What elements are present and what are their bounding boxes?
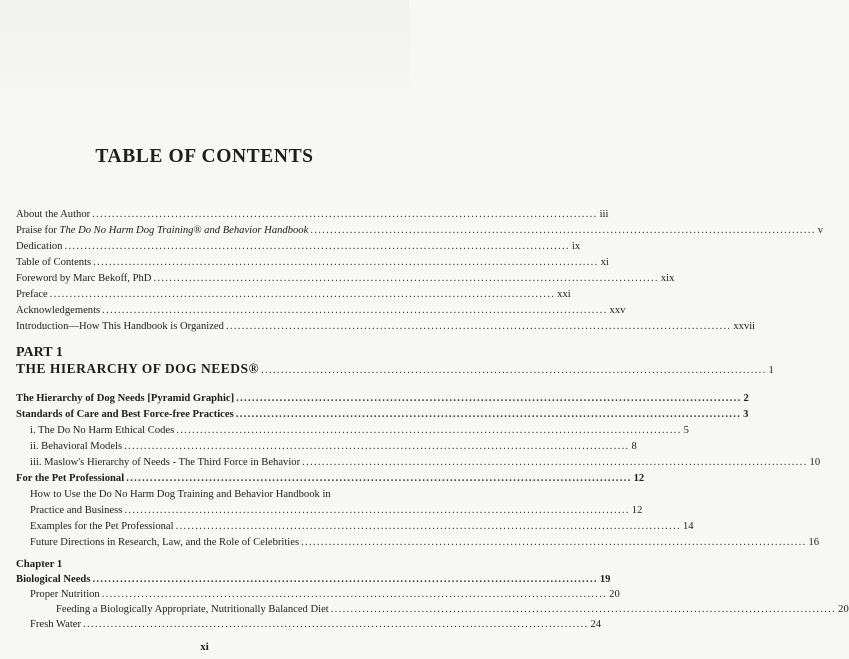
toc-entry-pet-professional: For the Pet Professional ................................................................................................................................ 12: [16, 473, 645, 484]
leader-dots: ................................................................................................................................: [153, 273, 659, 284]
leader-dots: ................................................................................................................................: [93, 257, 599, 268]
page-number: xxi: [557, 289, 571, 300]
page-number: 16: [808, 537, 820, 548]
toc-entry-about-author: About the Author ................................................................................................................................ iii: [16, 209, 609, 220]
leader-dots: ................................................................................................................................: [102, 305, 608, 316]
part-title-entry: [16, 361, 774, 378]
toc-entry-proper-nutrition: Proper Nutrition ................................................................................................................................ 20: [30, 589, 620, 600]
page-number: 20: [838, 604, 849, 615]
toc-entry-hierarchy-graphic: The Hierarchy of Dog Needs [Pyramid Graphic] ................................................................................................................................ 2: [16, 393, 749, 404]
part-title: THE HIERARCHY OF DOG NEEDS®: [16, 361, 260, 376]
toc-entry-table-of-contents: Table of Contents ................................................................................................................................ xi: [16, 257, 609, 268]
leader-dots: ................................................................................................................................: [302, 457, 808, 468]
book-title-italic: The Do No Harm Dog Training® and Behavior Handbook: [59, 225, 309, 236]
leader-dots: ................................................................................................................................: [235, 409, 742, 420]
toc-entry-praise: Praise for The Do No Harm Dog Training® and Behavior Handbook ................................................................................................................................ v: [16, 225, 824, 236]
leader-dots: ................................................................................................................................: [126, 473, 632, 484]
page-number: 10: [809, 457, 821, 468]
toc-entry-introduction: Introduction—How This Handbook is Organized ................................................................................................................................ xxvii: [16, 321, 756, 332]
toc-entry-feeding-diet: Feeding a Biologically Appropriate, Nutritionally Balanced Diet ................................................................................................................................ 20: [56, 604, 849, 615]
page-number: iii: [599, 209, 609, 220]
leader-dots: ................................................................................................................................: [225, 321, 732, 332]
page-number: 3: [743, 409, 749, 420]
leader-dots: ................................................................................................................................: [124, 441, 630, 452]
toc-entry-future-directions: Future Directions in Research, Law, and the Role of Celebrities ................................................................................................................................ 16: [30, 537, 820, 548]
leader-dots: ................................................................................................................................: [236, 393, 742, 404]
leader-dots: ................................................................................................................................: [261, 365, 767, 376]
toc-entry-ethical-codes: i. The Do No Harm Ethical Codes ................................................................................................................................ 5: [30, 425, 689, 436]
leader-dots: ................................................................................................................................: [124, 505, 630, 516]
leader-dots: ................................................................................................................................: [83, 619, 589, 630]
page-number: 8: [631, 441, 637, 452]
page-number: v: [817, 225, 824, 236]
chapter-number: Chapter 1: [16, 558, 63, 570]
toc-entry-behavioral-models: ii. Behavioral Models ................................................................................................................................ 8: [30, 441, 637, 452]
leader-dots: ................................................................................................................................: [49, 289, 556, 300]
page-number: 12: [631, 505, 643, 516]
page-number: xix: [660, 273, 675, 284]
toc-entry-fresh-water: Fresh Water ................................................................................................................................ 24: [30, 619, 602, 630]
leader-dots: ................................................................................................................................: [64, 241, 570, 252]
page-number: 24: [590, 619, 602, 630]
page-bleed-through: [0, 0, 409, 120]
page-number: 1: [768, 365, 774, 376]
page-number: 14: [682, 521, 694, 532]
leader-dots: ................................................................................................................................: [330, 604, 837, 615]
toc-entry-standards-of-care: Standards of Care and Best Force-free Practices ................................................................................................................................ 3: [16, 409, 749, 420]
toc-entry-acknowledgements: Acknowledgements ................................................................................................................................ xxv: [16, 305, 626, 316]
page-number: 19: [599, 574, 611, 585]
toc-entry-foreword: Foreword by Marc Bekoff, PhD ................................................................................................................................ xix: [16, 273, 675, 284]
toc-entry-preface: Preface ................................................................................................................................ xxi: [16, 289, 571, 300]
leader-dots: ................................................................................................................................: [175, 521, 681, 532]
page-number: 20: [609, 589, 620, 600]
page-number: xxv: [609, 305, 626, 316]
page-number: xxvii: [733, 321, 756, 332]
leader-dots: ................................................................................................................................: [301, 537, 807, 548]
toc-entry-biological-needs: Biological Needs ................................................................................................................................ 19: [16, 574, 611, 585]
page-title: TABLE OF CONTENTS: [95, 146, 314, 167]
folio-page-number: xi: [200, 641, 209, 653]
leader-dots: ................................................................................................................................: [92, 574, 598, 585]
page-number: xi: [600, 257, 609, 268]
leader-dots: ................................................................................................................................: [101, 589, 608, 600]
leader-dots: ................................................................................................................................: [310, 225, 816, 236]
toc-entry-maslow: iii. Maslow's Hierarchy of Needs - The Third Force in Behavior ................................................................................................................................ 10: [30, 457, 821, 468]
page-number: ix: [571, 241, 581, 252]
page-number: 5: [683, 425, 689, 436]
leader-dots: ................................................................................................................................: [92, 209, 598, 220]
part-number: PART 1: [16, 345, 63, 360]
toc-entry-how-to-use: Practice and Business ................................................................................................................................ 12: [30, 505, 643, 516]
toc-entry-how-to-use-line1: How to Use the Do No Harm Dog Training and Behavior Handbook in: [30, 489, 331, 500]
page-number: 2: [743, 393, 749, 404]
page-number: 12: [633, 473, 645, 484]
toc-entry-examples: Examples for the Pet Professional ................................................................................................................................ 14: [30, 521, 694, 532]
toc-entry-dedication: Dedication ................................................................................................................................ ix: [16, 241, 581, 252]
leader-dots: ................................................................................................................................: [176, 425, 682, 436]
